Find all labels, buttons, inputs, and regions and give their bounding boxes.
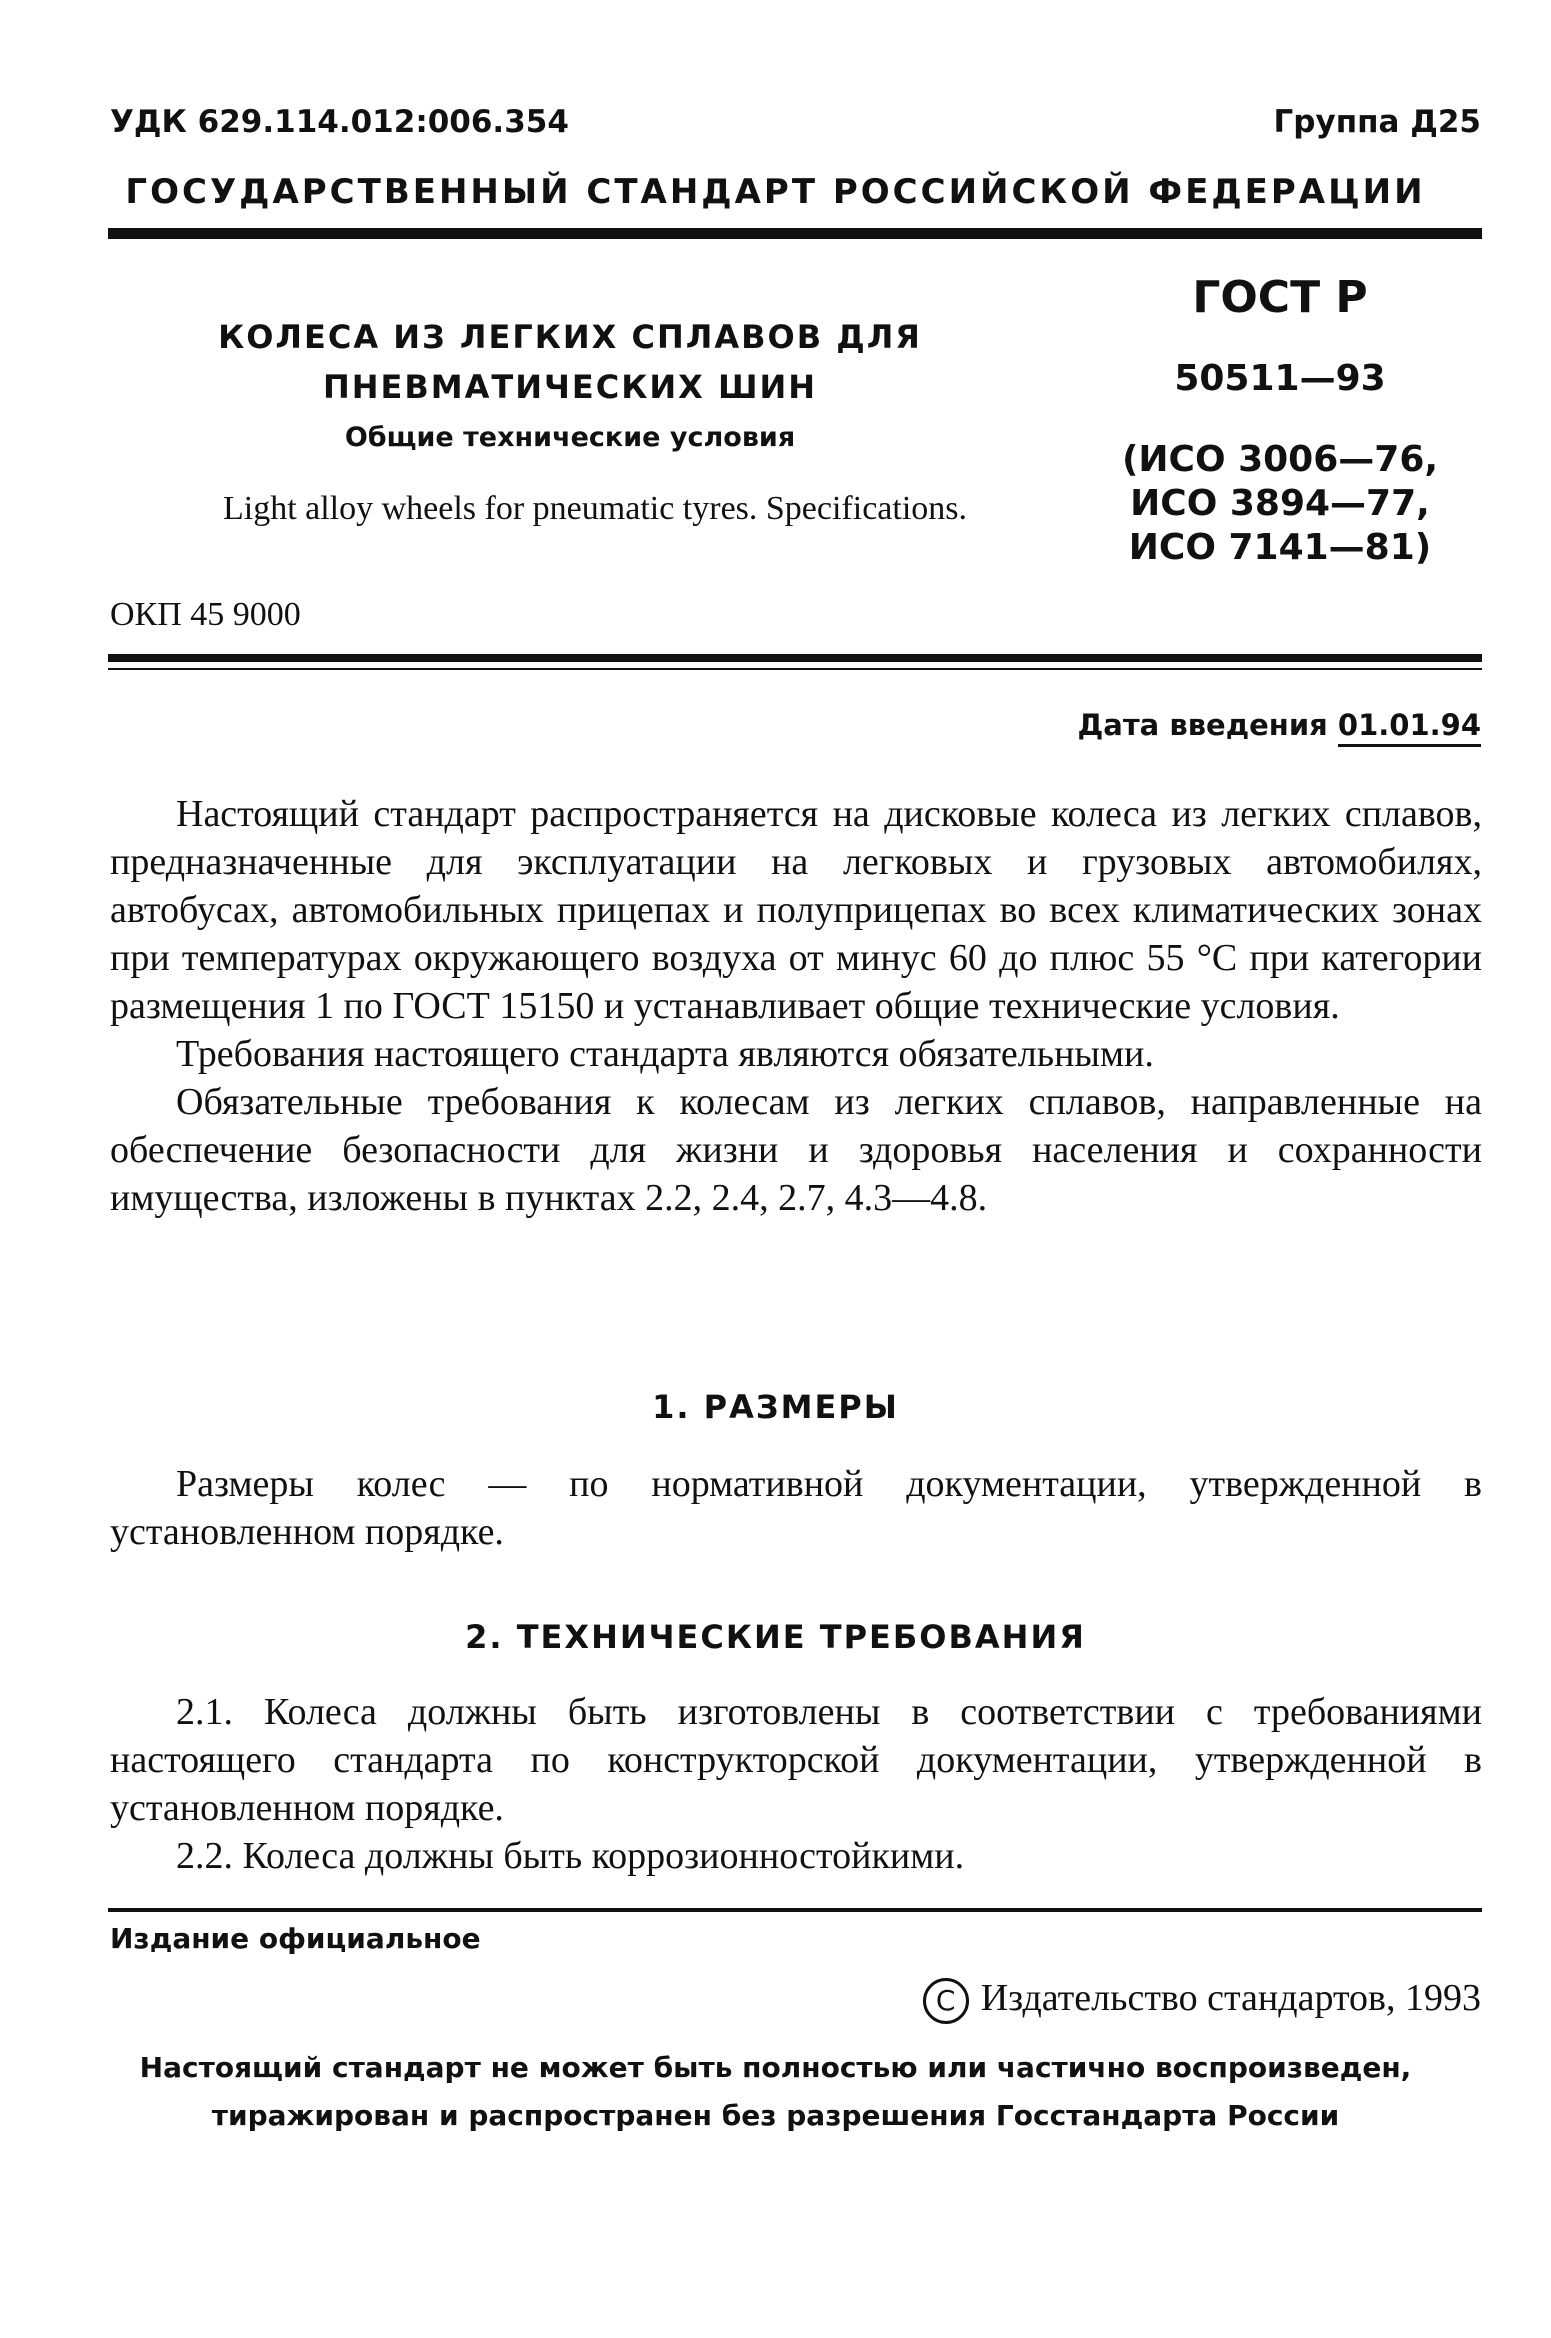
iso-reference: ИСО 3894—77,	[1130, 483, 1430, 524]
gost-label: ГОСТ Р	[1192, 272, 1368, 323]
paragraph: Размеры колес — по нормативной документации, утвержденной в установленном порядке.	[110, 1463, 1482, 1553]
section-heading: 2. ТЕХНИЧЕСКИЕ ТРЕБОВАНИЯ	[465, 1618, 1086, 1656]
introduction-date-label: Дата введения	[1077, 708, 1328, 742]
iso-references	[1080, 438, 1480, 570]
iso-reference: (ИСО 3006—76,	[1121, 439, 1439, 480]
paragraph: 2.1. Колеса должны быть изготовлены в соответствии с требованиями настоящего стандарта по конструкторской документации, утвержденной в установленном порядке.	[110, 1691, 1482, 1829]
introduction-date	[1077, 708, 1481, 742]
paragraph: Требования настоящего стандарта являются обязательными.	[176, 1033, 1154, 1075]
copyright-icon: C	[923, 1978, 969, 2024]
scope-text	[110, 790, 1482, 1222]
introduction-date-value: 01.01.94	[1338, 708, 1481, 747]
document-title-line1: КОЛЕСА ИЗ ЛЕГКИХ СПЛАВОВ ДЛЯ	[218, 318, 922, 356]
copyright-line	[923, 1976, 1481, 2024]
gost-designation	[1080, 270, 1480, 570]
gost-number: 50511—93	[1174, 358, 1386, 399]
document-title	[130, 312, 1010, 412]
paragraph: 2.2. Колеса должны быть коррозионностойкими.	[176, 1835, 965, 1877]
notice-line: Настоящий стандарт не может быть полностью или частично воспроизведен,	[139, 2051, 1412, 2084]
document-subtitle: Общие технические условия	[344, 422, 796, 453]
state-standard-heading: ГОСУДАРСТВЕННЫЙ СТАНДАРТ РОССИЙСКОЙ ФЕДЕРАЦИИ	[125, 172, 1426, 212]
reproduction-notice	[0, 2044, 1551, 2140]
title-block-rule	[108, 654, 1482, 662]
paragraph: Обязательные требования к колесам из легких сплавов, направленные на обеспечение безопасности для жизни и здоровья населения и сохранности имущества, изложены в пунктах 2.2, 2.4, 2.7, 4.3—4.8.	[110, 1081, 1482, 1219]
section-heading: 1. РАЗМЕРЫ	[652, 1388, 899, 1426]
udk-code: УДК 629.114.012:006.354	[110, 104, 569, 140]
title-block-rule-thin	[108, 668, 1482, 670]
footer-rule	[108, 1908, 1482, 1912]
document-title-line2: ПНЕВМАТИЧЕСКИХ ШИН	[322, 368, 818, 406]
section-text	[110, 1460, 1482, 1556]
group-code: Группа Д25	[1273, 104, 1481, 140]
official-edition-label: Издание официальное	[110, 1922, 481, 1955]
iso-reference: ИСО 7141—81)	[1128, 527, 1432, 568]
copyright-text: Издательство стандартов, 1993	[980, 1977, 1481, 2019]
okp-code: ОКП 45 9000	[110, 596, 301, 633]
header-rule	[108, 228, 1482, 239]
paragraph: Настоящий стандарт распространяется на дисковые колеса из легких сплавов, предназначенные для эксплуатации на легковых и грузовых автомобилях, автобусах, автомобильных прицепах и полуприцепах во всех климатических зонах при температурах окружающего воздуха от минус 60 до плюс 55 °С при категории размещения 1 по ГОСТ 15150 и устанавливает общие технические условия.	[110, 793, 1482, 1027]
english-title: Light alloy wheels for pneumatic tyres. Specifications.	[222, 490, 967, 527]
section-text	[110, 1688, 1482, 1880]
notice-line: тиражирован и распространен без разрешения Госстандарта России	[211, 2099, 1340, 2132]
